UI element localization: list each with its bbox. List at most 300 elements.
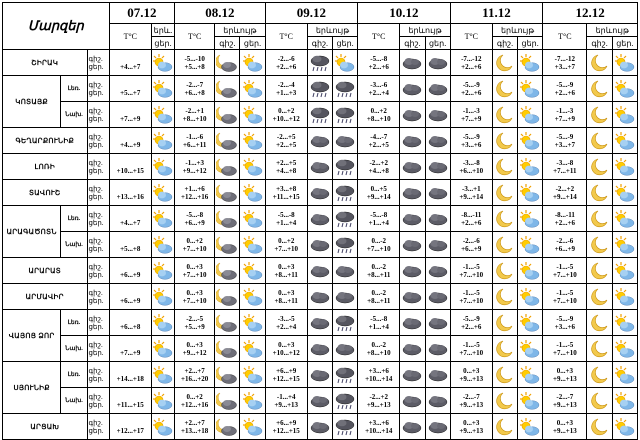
day-temp: +5...+7 [120, 88, 141, 97]
cloud-icon [425, 258, 450, 284]
temp-cell [450, 258, 492, 284]
temp-cell [265, 362, 307, 388]
sunny-icon [240, 284, 265, 310]
moon-cloud-icon [215, 206, 240, 232]
day-temp: +3...+7 [554, 140, 575, 149]
cloud-icon [425, 180, 450, 206]
night-day-labels [87, 232, 109, 258]
moon-cloud-icon [215, 310, 240, 336]
day-temp: +9...+14 [366, 192, 391, 201]
day-temp: +1...+4 [368, 218, 389, 227]
temp-cell [543, 128, 587, 154]
night-day-labels [87, 336, 109, 362]
temp-cell [358, 154, 400, 180]
temp-cell [109, 258, 151, 284]
temp-cell [450, 206, 492, 232]
region-name: ԱՐԱՐԱՏ [3, 258, 88, 284]
day-temp: +6...+9 [554, 244, 575, 253]
day-temp: +2...+6 [368, 62, 389, 71]
temp-cell [109, 336, 151, 362]
night-temp: -1...+3 [185, 158, 204, 167]
night-temp: -1...-5 [556, 340, 574, 349]
temp-cell [109, 310, 151, 336]
night-temp [110, 211, 151, 219]
cloud-icon [307, 362, 332, 388]
temp-cell [358, 206, 400, 232]
moon-icon [587, 180, 612, 206]
moon-icon [492, 232, 517, 258]
night-temp [110, 55, 151, 63]
temp-cell [543, 362, 587, 388]
day-temp: +6...+10 [459, 166, 484, 175]
sunny-icon [612, 414, 637, 440]
forecast-table [2, 2, 638, 440]
night-label: գիշ. [88, 54, 103, 63]
temp-cell [543, 414, 587, 440]
day-temp: +2...+4 [368, 88, 389, 97]
night-temp: -5...-8 [370, 210, 388, 219]
day-temp: +4...+8 [368, 166, 389, 175]
cloud-icon [400, 414, 425, 440]
table-row [3, 180, 638, 206]
day-temp: +7...+10 [182, 270, 207, 279]
sunny-icon [518, 310, 543, 336]
sunny-icon [518, 414, 543, 440]
subregion-name: Նախ. [61, 102, 87, 128]
night-temp: 0...+3 [556, 366, 573, 375]
rain-icon [332, 102, 357, 128]
night-temp: -4...-7 [370, 132, 388, 141]
night-temp: -2...+2 [555, 184, 575, 193]
night-temp: -5...-9 [556, 80, 574, 89]
temp-cell [543, 102, 587, 128]
day-label: ցեր. [88, 192, 104, 201]
table-row [3, 76, 638, 102]
temp-cell [175, 284, 215, 310]
temp-cell [109, 102, 151, 128]
weather-header: երևույթ [492, 24, 542, 37]
day-temp: +12...+17 [116, 426, 144, 435]
night-temp [110, 341, 151, 349]
date-header: 08.12 [175, 3, 266, 24]
night-temp: -5...-10 [184, 54, 205, 63]
temp-cell [109, 128, 151, 154]
region-name: ԱՐԱԳԱԾՈՏՆ [3, 206, 61, 258]
day-temp: +1...+4 [368, 322, 389, 331]
temp-header: T°C [175, 24, 215, 50]
night-day-labels [87, 128, 109, 154]
sunny-icon [151, 414, 174, 440]
day-temp: +1...+4 [276, 218, 297, 227]
day-temp: +11...+15 [272, 192, 300, 201]
cloud-icon [400, 232, 425, 258]
cloud-icon [307, 128, 332, 154]
date-header: 10.12 [358, 3, 451, 24]
sunny-icon [240, 310, 265, 336]
night-temp: -8...-11 [461, 210, 482, 219]
moon-icon [492, 336, 517, 362]
moon-icon [587, 362, 612, 388]
sunny-icon [518, 362, 543, 388]
moon-icon [492, 206, 517, 232]
day-temp: +2...+6 [554, 88, 575, 97]
day-temp: +5...+8 [184, 62, 205, 71]
day-temp: +2...+6 [554, 218, 575, 227]
temp-cell [109, 232, 151, 258]
night-temp: 0...+3 [186, 288, 203, 297]
subregion-name: Նախ. [61, 232, 87, 258]
day-temp: +3...+6 [461, 140, 482, 149]
region-name: ՇԻՐԱԿ [3, 50, 88, 76]
night-day-labels [87, 284, 109, 310]
night-temp: 0...+3 [186, 340, 203, 349]
temp-cell [543, 284, 587, 310]
night-label: գիշ. [88, 80, 103, 89]
cloud-icon [400, 206, 425, 232]
temp-cell [109, 362, 151, 388]
temp-cell [358, 50, 400, 76]
sunny-icon [518, 154, 543, 180]
moon-icon [492, 388, 517, 414]
region-name: ՏԱՎՈՒՇ [3, 180, 88, 206]
sunny-icon [612, 232, 637, 258]
temp-cell [450, 310, 492, 336]
temp-cell [358, 128, 400, 154]
rain-icon [332, 388, 357, 414]
night-temp [110, 81, 151, 89]
night-temp: -2...+2 [369, 158, 389, 167]
day-temp: +10...+12 [272, 114, 300, 123]
night-day-labels [87, 414, 109, 440]
day-temp: +9...+13 [552, 400, 577, 409]
temp-cell [543, 50, 587, 76]
moon-icon [492, 128, 517, 154]
day-temp: +10...+14 [365, 374, 393, 383]
temp-cell [543, 336, 587, 362]
sunny-icon [240, 232, 265, 258]
temp-cell [450, 336, 492, 362]
night-temp [110, 315, 151, 323]
night-day-labels [87, 180, 109, 206]
cloud-icon [425, 206, 450, 232]
moon-icon [587, 206, 612, 232]
night-day-labels [87, 362, 109, 388]
temp-cell [265, 310, 307, 336]
day-temp: +12...+16 [181, 192, 209, 201]
day-temp: +2...+4 [276, 322, 297, 331]
day-label: ցեր. [88, 374, 104, 383]
night-temp: +1...+6 [184, 184, 205, 193]
day-temp: +4...+9 [120, 140, 141, 149]
temp-cell [109, 388, 151, 414]
moon-cloud-icon [215, 414, 240, 440]
date-header: 09.12 [265, 3, 358, 24]
moon-icon [587, 388, 612, 414]
night-temp: -5...-9 [462, 314, 480, 323]
sunny-icon [518, 50, 543, 76]
sunny-icon [151, 154, 174, 180]
night-temp: -1...-5 [556, 262, 574, 271]
region-name: ԳԵՂԱՐՔՈՒՆԻՔ [3, 128, 88, 154]
sunny-icon [612, 76, 637, 102]
night-label: գիշ. [88, 314, 103, 323]
region-name: ԼՈՌԻ [3, 154, 88, 180]
sunny-icon [151, 76, 174, 102]
moon-icon [492, 284, 517, 310]
sunny-icon [518, 102, 543, 128]
moon-cloud-icon [215, 336, 240, 362]
moon-icon [492, 414, 517, 440]
sunny-icon [612, 388, 637, 414]
moon-icon [492, 310, 517, 336]
cloud-icon [425, 102, 450, 128]
moon-icon [492, 76, 517, 102]
night-temp [110, 367, 151, 375]
day-temp: +7...+9 [461, 114, 482, 123]
day-header: ցեր. [151, 37, 174, 50]
rain-icon [332, 76, 357, 102]
sunny-icon [612, 180, 637, 206]
temp-cell [543, 206, 587, 232]
day-temp: +9...+13 [552, 374, 577, 383]
day-temp: +7...+9 [120, 348, 141, 357]
night-day-labels [87, 50, 109, 76]
temp-cell [175, 206, 215, 232]
cloud-icon [307, 310, 332, 336]
sunny-icon [240, 102, 265, 128]
temp-cell [450, 50, 492, 76]
night-temp: 0...+3 [278, 340, 295, 349]
temp-cell [109, 414, 151, 440]
day-temp: +8...+11 [367, 296, 391, 305]
forecast-body [3, 50, 638, 440]
sunny-icon [612, 102, 637, 128]
day-temp: +10...+15 [116, 166, 144, 175]
cloud-icon [425, 128, 450, 154]
cloud-icon [400, 154, 425, 180]
sunny-icon [240, 128, 265, 154]
day-label: ցեր. [88, 270, 104, 279]
temp-cell [358, 414, 400, 440]
day-temp: +4...+7 [120, 62, 141, 71]
temp-cell [175, 128, 215, 154]
temp-header: T°C [450, 24, 492, 50]
night-temp: +3...+6 [368, 366, 389, 375]
night-temp: +3...+8 [276, 184, 297, 193]
sunny-icon [151, 128, 174, 154]
temp-cell [450, 102, 492, 128]
day-temp: +7...+10 [459, 348, 484, 357]
rain-icon [332, 310, 357, 336]
day-header: ցեր. [612, 37, 637, 50]
cloud-icon [307, 206, 332, 232]
weather-header: երևույթ [587, 24, 638, 37]
day-temp: +13...+18 [181, 426, 209, 435]
subregion-name: Լեռ. [61, 362, 87, 388]
temp-cell [265, 180, 307, 206]
cloud-icon [400, 388, 425, 414]
night-day-labels [87, 76, 109, 102]
night-header: գիշ. [587, 37, 612, 50]
sunny-icon [518, 232, 543, 258]
sunny-icon [518, 206, 543, 232]
region-name: ՎԱՅՈՑ ՁՈՐ [3, 310, 61, 362]
day-temp: +9...+13 [459, 374, 484, 383]
temp-cell [175, 336, 215, 362]
day-temp: +7...+11 [553, 166, 577, 175]
temp-cell [358, 388, 400, 414]
temp-cell [265, 50, 307, 76]
day-temp: +4...+7 [120, 218, 141, 227]
day-temp: +6...+8 [184, 88, 205, 97]
moon-icon [492, 50, 517, 76]
table-row [3, 362, 638, 388]
night-day-labels [87, 310, 109, 336]
moon-icon [492, 180, 517, 206]
day-label: ցեր. [88, 244, 104, 253]
day-temp: +2...+6 [461, 62, 482, 71]
temp-cell [543, 180, 587, 206]
temp-cell [265, 154, 307, 180]
sunny-icon [518, 336, 543, 362]
cloud-icon [400, 362, 425, 388]
night-temp: 0...+3 [463, 366, 480, 375]
night-temp: +6...+9 [276, 418, 297, 427]
cloud-icon [307, 336, 332, 362]
day-temp: +9...+14 [552, 192, 577, 201]
date-header: 11.12 [450, 3, 543, 24]
day-label: ցեր. [88, 218, 104, 227]
day-temp: +7...+10 [459, 270, 484, 279]
day-temp: +12...+15 [272, 426, 300, 435]
night-temp [110, 393, 151, 401]
night-temp: 0...-2 [371, 340, 387, 349]
temp-cell [175, 102, 215, 128]
sunny-icon [612, 50, 637, 76]
night-temp: 0...+2 [278, 236, 295, 245]
day-temp: +8...+11 [274, 270, 298, 279]
temp-cell [358, 76, 400, 102]
moon-cloud-icon [215, 154, 240, 180]
cloud-icon [332, 284, 357, 310]
temp-header: T°C [109, 24, 151, 50]
region-name: ԱՐՄԱՎԻՐ [3, 284, 88, 310]
night-temp: -2...-5 [186, 314, 204, 323]
day-temp: +9...+13 [459, 400, 484, 409]
day-temp: +7...+10 [182, 244, 207, 253]
night-temp: 0...+2 [186, 392, 203, 401]
subregion-name: Լեռ. [61, 310, 87, 336]
moon-icon [492, 258, 517, 284]
cloud-icon [307, 232, 332, 258]
moon-cloud-icon [215, 50, 240, 76]
temp-cell [450, 232, 492, 258]
day-temp: +7...+10 [552, 270, 577, 279]
night-temp: -2...-4 [277, 80, 295, 89]
night-temp: -1...-5 [462, 340, 480, 349]
day-temp: +10...+14 [365, 426, 393, 435]
moon-icon [587, 414, 612, 440]
moon-cloud-icon [215, 180, 240, 206]
day-label: ցեր. [88, 426, 104, 435]
temp-cell [450, 284, 492, 310]
night-temp [110, 159, 151, 167]
night-temp: 0...+5 [370, 184, 387, 193]
cloud-icon [425, 336, 450, 362]
night-header: գիշ. [400, 37, 425, 50]
temp-cell [175, 232, 215, 258]
night-label: գիշ. [88, 340, 103, 349]
sunny-icon [151, 310, 174, 336]
night-temp: -5...-9 [462, 80, 480, 89]
moon-icon [492, 362, 517, 388]
temp-cell [450, 154, 492, 180]
cloud-icon [425, 232, 450, 258]
night-label: գիշ. [88, 210, 103, 219]
temp-cell [175, 258, 215, 284]
day-temp: +9...+13 [459, 426, 484, 435]
night-temp: 0...+3 [556, 418, 573, 427]
temp-cell [358, 362, 400, 388]
temp-cell [265, 232, 307, 258]
sunny-icon [151, 206, 174, 232]
regions-header: Մարզեր [3, 3, 110, 50]
temp-cell [543, 310, 587, 336]
cloud-icon [400, 258, 425, 284]
night-label: գիշ. [88, 132, 103, 141]
moon-icon [587, 336, 612, 362]
rain-icon [332, 414, 357, 440]
subregion-name: Լեռ. [61, 76, 87, 102]
temp-cell [265, 258, 307, 284]
night-temp: -5...-8 [370, 314, 388, 323]
temp-header: T°C [543, 24, 587, 50]
night-temp: -3...-6 [370, 80, 388, 89]
night-temp: -1...-3 [462, 106, 480, 115]
day-temp: +6...+11 [182, 140, 207, 149]
night-header: գիշ. [307, 37, 332, 50]
table-row [3, 154, 638, 180]
night-temp: +2...+7 [184, 418, 205, 427]
table-row [3, 284, 638, 310]
night-temp: -2...-6 [277, 54, 295, 63]
temp-cell [265, 76, 307, 102]
moon-cloud-icon [215, 76, 240, 102]
day-label: ցեր. [88, 296, 104, 305]
night-temp [110, 263, 151, 271]
night-temp [110, 237, 151, 245]
night-temp: -2...+1 [185, 106, 204, 115]
moon-icon [587, 258, 612, 284]
moon-cloud-icon [215, 102, 240, 128]
night-temp: -2...-7 [462, 392, 480, 401]
temp-cell [175, 76, 215, 102]
night-temp: -2...-7 [556, 392, 574, 401]
night-temp: -5...-8 [186, 210, 204, 219]
cloud-icon [400, 102, 425, 128]
day-temp: +9...+12 [182, 166, 207, 175]
rain-icon [332, 232, 357, 258]
moon-icon [492, 154, 517, 180]
night-label: գիշ. [88, 418, 103, 427]
day-temp: +2...+6 [461, 218, 482, 227]
night-temp: +2...+5 [276, 158, 297, 167]
sunny-icon [518, 388, 543, 414]
sunny-icon [612, 362, 637, 388]
night-label: գիշ. [88, 262, 103, 271]
day-temp: +12...+15 [272, 374, 300, 383]
cloud-icon [425, 154, 450, 180]
